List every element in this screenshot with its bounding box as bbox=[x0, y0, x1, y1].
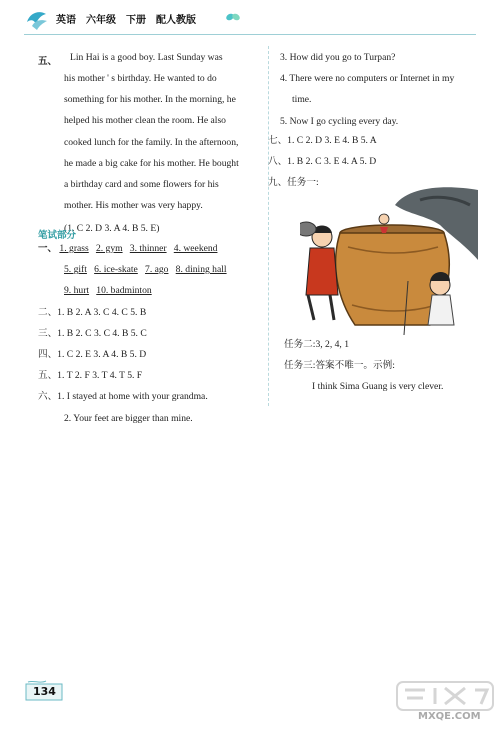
vocab-item: 9. hurt bbox=[64, 285, 90, 297]
vocab-item: 1. grass bbox=[59, 243, 89, 254]
story-passage-body bbox=[64, 68, 254, 240]
answer-row-3: 三、1. B 2. C 3. C 4. B 5. C bbox=[38, 327, 147, 339]
header-rule bbox=[24, 34, 476, 35]
vocab-answers bbox=[38, 238, 268, 429]
sima-guang-illustration bbox=[300, 185, 480, 335]
answer-row-8: 八、1. B 2. C 3. E 4. A 5. D bbox=[268, 156, 377, 168]
answer-line: 5. Now I go cycling every day. bbox=[280, 115, 399, 127]
watermark-text: MXQE.COM bbox=[418, 711, 481, 722]
story-line: cooked lunch for the family. In the afternoon, bbox=[64, 136, 239, 148]
answer-line: 4. There were no computers or Internet in my bbox=[280, 73, 455, 85]
answer-row-4: 四、1. C 2. E 3. A 4. B 5. D bbox=[38, 349, 147, 361]
answer-line: 3. How did you go to Turpan? bbox=[280, 52, 396, 63]
vocab-item: 5. gift bbox=[64, 264, 87, 276]
section-1-label: 一、 bbox=[38, 243, 58, 254]
answer-row-9: 九、任务一: bbox=[268, 177, 319, 189]
leaf-icon bbox=[225, 10, 241, 22]
task-2-answer: 任务二:3, 2, 4, 1 bbox=[284, 339, 350, 350]
vocab-row bbox=[38, 280, 268, 301]
answer-row-2: 二、1. B 2. A 3. C 4. C 5. B bbox=[38, 306, 147, 318]
section-5-label: 五、 bbox=[38, 56, 58, 67]
vocab-item: 3. thinner bbox=[129, 243, 167, 254]
story-line: mother. His mother was very happy. bbox=[64, 200, 203, 212]
story-line: Lin Hai is a good boy. Last Sunday was bbox=[70, 52, 223, 63]
vocab-item: 7. ago bbox=[145, 264, 169, 276]
story-line: his mother ' s birthday. He wanted to do bbox=[64, 73, 217, 84]
vocab-row bbox=[38, 259, 268, 280]
story-line: he made a big cake for his mother. He bought bbox=[64, 157, 239, 169]
vocab-item: 8. dining hall bbox=[175, 264, 227, 276]
vocab-item: 6. ice-skate bbox=[94, 264, 138, 276]
story-answers: (1. C 2. D 3. A 4. B 5. E) bbox=[64, 223, 160, 235]
column-divider bbox=[268, 46, 269, 406]
answer-line: time. bbox=[292, 94, 312, 106]
answer-row-7: 七、1. C 2. D 3. E 4. B 5. A bbox=[268, 135, 377, 146]
section-title: 笔试部分 bbox=[38, 230, 77, 241]
right-answers bbox=[280, 47, 480, 132]
task-answers bbox=[284, 334, 484, 398]
task-3-example: I think Sima Guang is very clever. bbox=[312, 381, 444, 393]
story-line: helped his mother clean the room. He also bbox=[64, 115, 226, 127]
answer-row-6-1: 六、1. I stayed at home with your grandma. bbox=[38, 391, 208, 403]
story-line: a birthday card and some flowers for his bbox=[64, 179, 219, 191]
vocab-item: 10. badminton bbox=[96, 285, 152, 297]
answer-row-5: 五、1. T 2. F 3. T 4. T 5. F bbox=[38, 370, 143, 382]
header-logo bbox=[24, 6, 50, 32]
vocab-row bbox=[38, 238, 268, 259]
story-passage bbox=[64, 47, 248, 68]
task-3-answer: 任务三:答案不唯一。示例: bbox=[284, 360, 395, 372]
page-number: 134 bbox=[33, 685, 56, 698]
story-line: something for his mother. In the morning, he bbox=[64, 94, 236, 106]
header-title: 英语 六年级 下册 配人教版 bbox=[56, 15, 196, 26]
vocab-item: 2. gym bbox=[95, 243, 123, 254]
answer-row-6-2: 2. Your feet are bigger than mine. bbox=[64, 412, 193, 424]
vocab-item: 4. weekend bbox=[173, 243, 218, 254]
